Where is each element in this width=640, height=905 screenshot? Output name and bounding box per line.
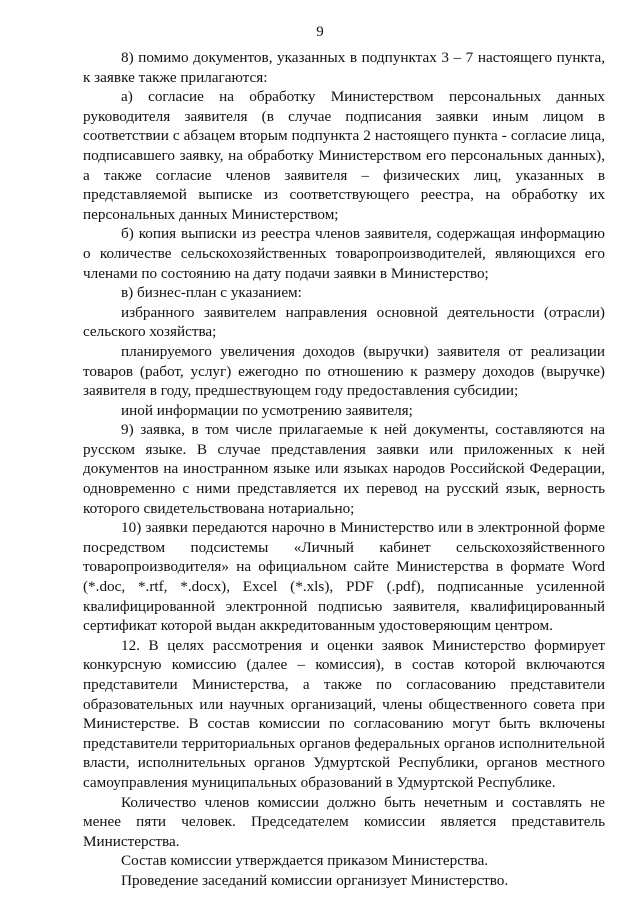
paragraph-8a: а) согласие на обработку Министерством персональных данных руководителя заявителя (в случае подписания заявки иным лицом в соответствии с абзацем вторым подпункта 2 настоящего пункта - согласие лица, подписавшего заявку, на обработку Министерством его персональных данных), а также согласие членов заявителя – физических лиц, указанных в представляемой выписке из соответствующего реестра, на обработку их персональных данных Министерством;: [83, 88, 605, 223]
paragraph-10: 10) заявки передаются нарочно в Министерство или в электронной форме посредством подсистемы «Личный кабинет сельскохозяйственного товаропроизводителя» на официальном сайте Министерства в формате Word (*.doc, *.rtf, *.docx), Excel (*.xls), PDF (.pdf), подписанные усиленной квалифицированной электронной подписью заявителя, квалифицированный сертификат которой выдан аккредитованным удостоверяющим центром.: [83, 519, 605, 635]
page-number: 9: [316, 24, 324, 40]
paragraph-12: 12. В целях рассмотрения и оценки заявок Министерство формирует конкурсную комиссию (далее – комиссия), в состав которой включаются представители Министерства, а также по согласованию представители образовательных или научных организаций, члены общественного совета при Министерстве. В состав комиссии по согласованию могут быть включены представители территориальных органов федеральных органов исполнительной власти, исполнительных органов Удмуртской Республики, органов местного самоуправления муниципальных образований в Удмуртской Республике.: [83, 636, 605, 791]
paragraph-commission-size: Количество членов комиссии должно быть нечетным и составлять не менее пяти человек. Председателем комиссии является представитель Министерства.: [83, 793, 605, 850]
paragraph-commission-approval: Состав комиссии утверждается приказом Министерства.: [121, 852, 489, 870]
paragraph-8v-income: планируемого увеличения доходов (выручки) заявителя от реализации товаров (работ, услуг) ежегодно по отношению к размеру доходов (выручке) заявителя в году, предшествующем году предоставления субсидии;: [83, 342, 605, 400]
paragraph-8v-other: иной информации по усмотрению заявителя;: [121, 401, 413, 419]
paragraph-8v-direction: избранного заявителем направления основной деятельности (отрасли) сельского хозяйства;: [83, 303, 605, 341]
paragraph-commission-meetings: Проведение заседаний комиссии организует Министерство.: [121, 871, 509, 889]
paragraph-9: 9) заявка, в том числе прилагаемые к ней документы, составляются на русском языке. В случае представления заявки или приложенных к ней документов на иностранном языке или языках народов Российской Федерации, одновременно с ними представляется их перевод на русский язык, верность которого свидетельствована нотариально;: [83, 421, 605, 517]
paragraph-8b: б) копия выписки из реестра членов заявителя, содержащая информацию о количестве сельскохозяйственных товаропроизводителей, являющихся его членами по состоянию на дату подачи заявки в Министерство;: [83, 225, 605, 282]
document-body: [83, 48, 605, 891]
paragraph-8: 8) помимо документов, указанных в подпунктах 3 – 7 настоящего пункта, к заявке также прилагаются:: [83, 49, 605, 86]
paragraph-8v: в) бизнес-план с указанием:: [121, 284, 302, 302]
